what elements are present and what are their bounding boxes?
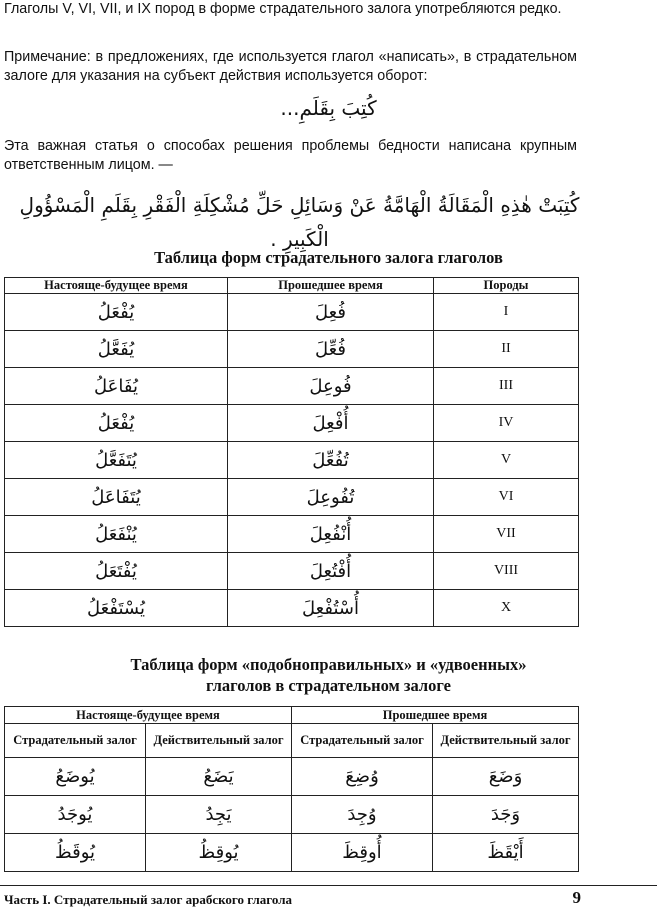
form-cell: III: [434, 368, 579, 405]
form-cell: V: [434, 442, 579, 479]
table-row: [5, 590, 579, 627]
past-cell: تُفُوعِلَ: [228, 479, 434, 516]
table2-group-header-row: [5, 707, 579, 724]
passive-present-cell: يُوضَعُ: [5, 758, 146, 796]
table1-header-row: [5, 278, 579, 294]
table2-title-line2: глаголов в страдательном залоге: [205, 676, 452, 695]
footer-chapter-title: Часть I. Страдательный залог арабского глагола: [4, 892, 292, 907]
active-past-cell: وَضَعَ: [433, 758, 579, 796]
form-cell: VIII: [434, 553, 579, 590]
passive-forms-table: [4, 277, 579, 627]
passive-past-cell: أُوقِظَ: [292, 834, 433, 872]
present-cell: يُفْعَلُ: [5, 294, 228, 331]
passive-present-cell: يُوقَظُ: [5, 834, 146, 872]
header-passive-present: Страдательный залог: [5, 724, 146, 758]
active-present-cell: يَضَعُ: [146, 758, 292, 796]
paragraph-rare-forms: Глаголы V, VI, VII, и IX пород в форме страдательного залога употребляются редко.: [4, 1, 562, 17]
table2-title-line1: Таблица форм «подобноправильных» и «удвоенных»: [130, 655, 527, 674]
paragraph-example: Эта важная статья о способах решения проблемы бедности написана крупным ответственным лицом. —: [4, 138, 577, 173]
table-row: [5, 553, 579, 590]
table-row: [5, 516, 579, 553]
header-past: Прошедшее время: [228, 278, 434, 294]
table-row: [5, 834, 579, 872]
active-past-cell: أَيْقَظَ: [433, 834, 579, 872]
table1-title: Таблица форм страдательного залога глаголов: [154, 248, 503, 267]
past-cell: تُفُعِّلَ: [228, 442, 434, 479]
present-cell: يُفَاعَلُ: [5, 368, 228, 405]
header-active-present: Действительный залог: [146, 724, 292, 758]
arabic-example-sentence: كُتِبَتْ هٰذِهِ الْمَقَالَةُ الْهَامَّةُ عَنْ وَسَائِلِ حَلِّ مُشْكِلَةِ الْفَقْرِ بِقَلَمِ الْمَسْؤُولِ الْكَبِيرِ .: [19, 193, 580, 251]
present-cell: يُنْفَعَلُ: [5, 516, 228, 553]
header-forms: Породы: [434, 278, 579, 294]
past-cell: أُفْعِلَ: [228, 405, 434, 442]
past-cell: أُسْتُفْعِلَ: [228, 590, 434, 627]
form-cell: X: [434, 590, 579, 627]
form-cell: II: [434, 331, 579, 368]
header-passive-past: Страдательный залог: [292, 724, 433, 758]
table-row: [5, 368, 579, 405]
present-cell: يُفْتَعَلُ: [5, 553, 228, 590]
header-active-past: Действительный залог: [433, 724, 579, 758]
passive-present-cell: يُوجَدُ: [5, 796, 146, 834]
passive-past-cell: وُضِعَ: [292, 758, 433, 796]
present-cell: يُفْعَلُ: [5, 405, 228, 442]
active-present-cell: يُوقِظُ: [146, 834, 292, 872]
table2-sub-header-row: [5, 724, 579, 758]
table-row: [5, 331, 579, 368]
page-number: 9: [572, 888, 581, 907]
past-cell: أُنْفُعِلَ: [228, 516, 434, 553]
past-cell: فُعِلَ: [228, 294, 434, 331]
table-row: [5, 405, 579, 442]
past-cell: فُعِّلَ: [228, 331, 434, 368]
form-cell: VII: [434, 516, 579, 553]
header-present-future: Настояще-будущее время: [5, 278, 228, 294]
past-cell: أُفْتُعِلَ: [228, 553, 434, 590]
table-row: [5, 758, 579, 796]
past-cell: فُوعِلَ: [228, 368, 434, 405]
table-row: [5, 796, 579, 834]
header-present-future: Настояще-будущее время: [5, 707, 292, 724]
passive-past-cell: وُجِدَ: [292, 796, 433, 834]
form-cell: IV: [434, 405, 579, 442]
form-cell: I: [434, 294, 579, 331]
active-present-cell: يَجِدُ: [146, 796, 292, 834]
header-past: Прошедшее время: [292, 707, 579, 724]
table-row: [5, 442, 579, 479]
table-row: [5, 294, 579, 331]
present-cell: يُفَعَّلُ: [5, 331, 228, 368]
active-past-cell: وَجَدَ: [433, 796, 579, 834]
table-row: [5, 479, 579, 516]
present-cell: يُتَفَعَّلُ: [5, 442, 228, 479]
form-cell: VI: [434, 479, 579, 516]
arabic-phrase: كُتِبَ بِقَلَمِ...: [280, 96, 377, 120]
present-cell: يُسْتَفْعَلُ: [5, 590, 228, 627]
weak-verbs-table: [4, 706, 579, 872]
paragraph-note: Примечание: в предложениях, где используется глагол «написать», в страдательном залоге для указания на субъект действия используется оборот:: [4, 49, 577, 84]
footer-divider: [0, 885, 657, 886]
present-cell: يُتَفَاعَلُ: [5, 479, 228, 516]
